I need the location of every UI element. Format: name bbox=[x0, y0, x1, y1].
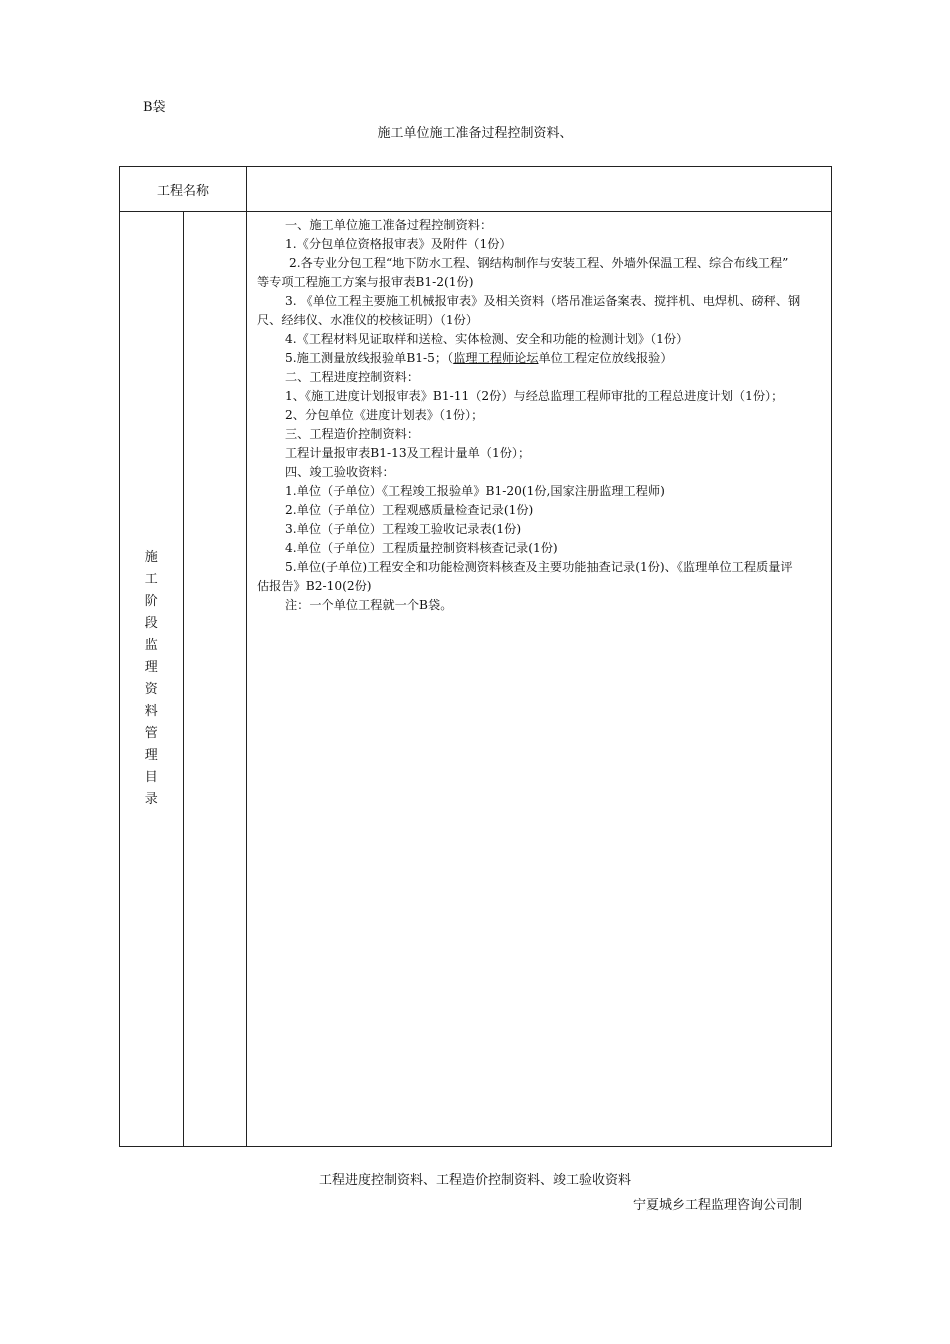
list-item: 1、《施工进度计划报审表》B1-11（2份）与经总监理工程师审批的工程总进度计划（1份）； bbox=[285, 389, 784, 403]
side-label-char: 理 bbox=[144, 748, 158, 763]
list-item: 4.单位（子单位）工程质量控制资料核查记录(1份) bbox=[285, 541, 558, 555]
list-item: 1.单位（子单位）《工程竣工报验单》B1-20(1份,国家注册监理工程师) bbox=[285, 484, 665, 498]
section-1-heading: 一、施工单位施工准备过程控制资料： bbox=[285, 218, 493, 232]
blank-column bbox=[183, 212, 247, 1147]
footer-summary: 工程进度控制资料、工程造价控制资料、竣工验收资料 bbox=[318, 1173, 631, 1188]
content-row bbox=[120, 212, 832, 1147]
side-label-text bbox=[120, 547, 183, 811]
list-item: 3.单位（子单位）工程竣工验收记录表(1份) bbox=[285, 522, 522, 536]
side-label-char: 阶 bbox=[144, 594, 158, 609]
list-item: 2、分包单位《进度计划表》（1份）； bbox=[285, 408, 484, 422]
bag-label: B袋 bbox=[143, 100, 166, 115]
note: 注：一个单位工程就一个B袋。 bbox=[285, 598, 453, 612]
list-item: 工程计量报审表B1-13及工程计量单（1份）； bbox=[285, 446, 531, 460]
company-credit: 宁夏城乡工程监理咨询公司制 bbox=[632, 1198, 802, 1213]
list-item-continuation: 估报告》B2-10(2份) bbox=[257, 579, 372, 593]
list-item-continuation: 等专项工程施工方案与报审表B1-2(1份) bbox=[257, 275, 474, 289]
list-item bbox=[257, 349, 823, 368]
section-3-heading: 三、工程造价控制资料： bbox=[285, 427, 420, 441]
list-item: 4.《工程材料见证取样和送检、实体检测、安全和功能的检测计划》（1份） bbox=[285, 332, 689, 346]
list-item-text: 单位工程定位放线报验） bbox=[538, 351, 673, 365]
side-label-char: 目 bbox=[144, 770, 158, 785]
directory-form-table bbox=[119, 166, 832, 1147]
forum-link[interactable]: 监理工程师论坛 bbox=[453, 351, 539, 365]
side-label-char: 工 bbox=[144, 572, 158, 587]
list-item: 3. 《单位工程主要施工机械报审表》及相关资料（塔吊准运备案表、搅拌机、电焊机、磅秤、钢 bbox=[285, 294, 801, 308]
side-label-char: 理 bbox=[144, 660, 158, 675]
list-item: 1.《分包单位资格报审表》及附件（1份） bbox=[285, 237, 512, 251]
document-title: 施工单位施工准备过程控制资料、 bbox=[377, 126, 573, 141]
section-4-heading: 四、竣工验收资料： bbox=[285, 465, 395, 479]
side-label-char: 段 bbox=[144, 616, 158, 631]
project-name-value bbox=[247, 167, 832, 212]
content-cell bbox=[247, 212, 832, 1147]
list-item: 2.单位（子单位）工程观感质量检查记录(1份) bbox=[285, 503, 534, 517]
section-2-heading: 二、工程进度控制资料： bbox=[285, 370, 420, 384]
side-label-char: 管 bbox=[144, 726, 158, 741]
list-item: 5.单位(子单位)工程安全和功能检测资料核查及主要功能抽查记录(1份)、《监理单位工程质量评 bbox=[285, 560, 793, 574]
side-label-char: 监 bbox=[144, 638, 158, 653]
side-label bbox=[120, 212, 184, 1147]
side-label-char: 资 bbox=[144, 682, 158, 697]
side-label-char: 录 bbox=[144, 792, 158, 807]
list-item: 2.各专业分包工程“地下防水工程、钢结构制作与安装工程、外墙外保温工程、综合布线工程” bbox=[289, 256, 789, 270]
side-label-char: 料 bbox=[144, 704, 158, 719]
side-label-char: 施 bbox=[144, 550, 158, 565]
project-name-label: 工程名称 bbox=[120, 167, 247, 212]
list-item-text: 5.施工测量放线报验单B1-5；（ bbox=[285, 351, 454, 365]
list-item-continuation: 尺、经纬仪、水准仪的校核证明）（1份） bbox=[257, 313, 479, 327]
project-name-row bbox=[120, 167, 832, 212]
